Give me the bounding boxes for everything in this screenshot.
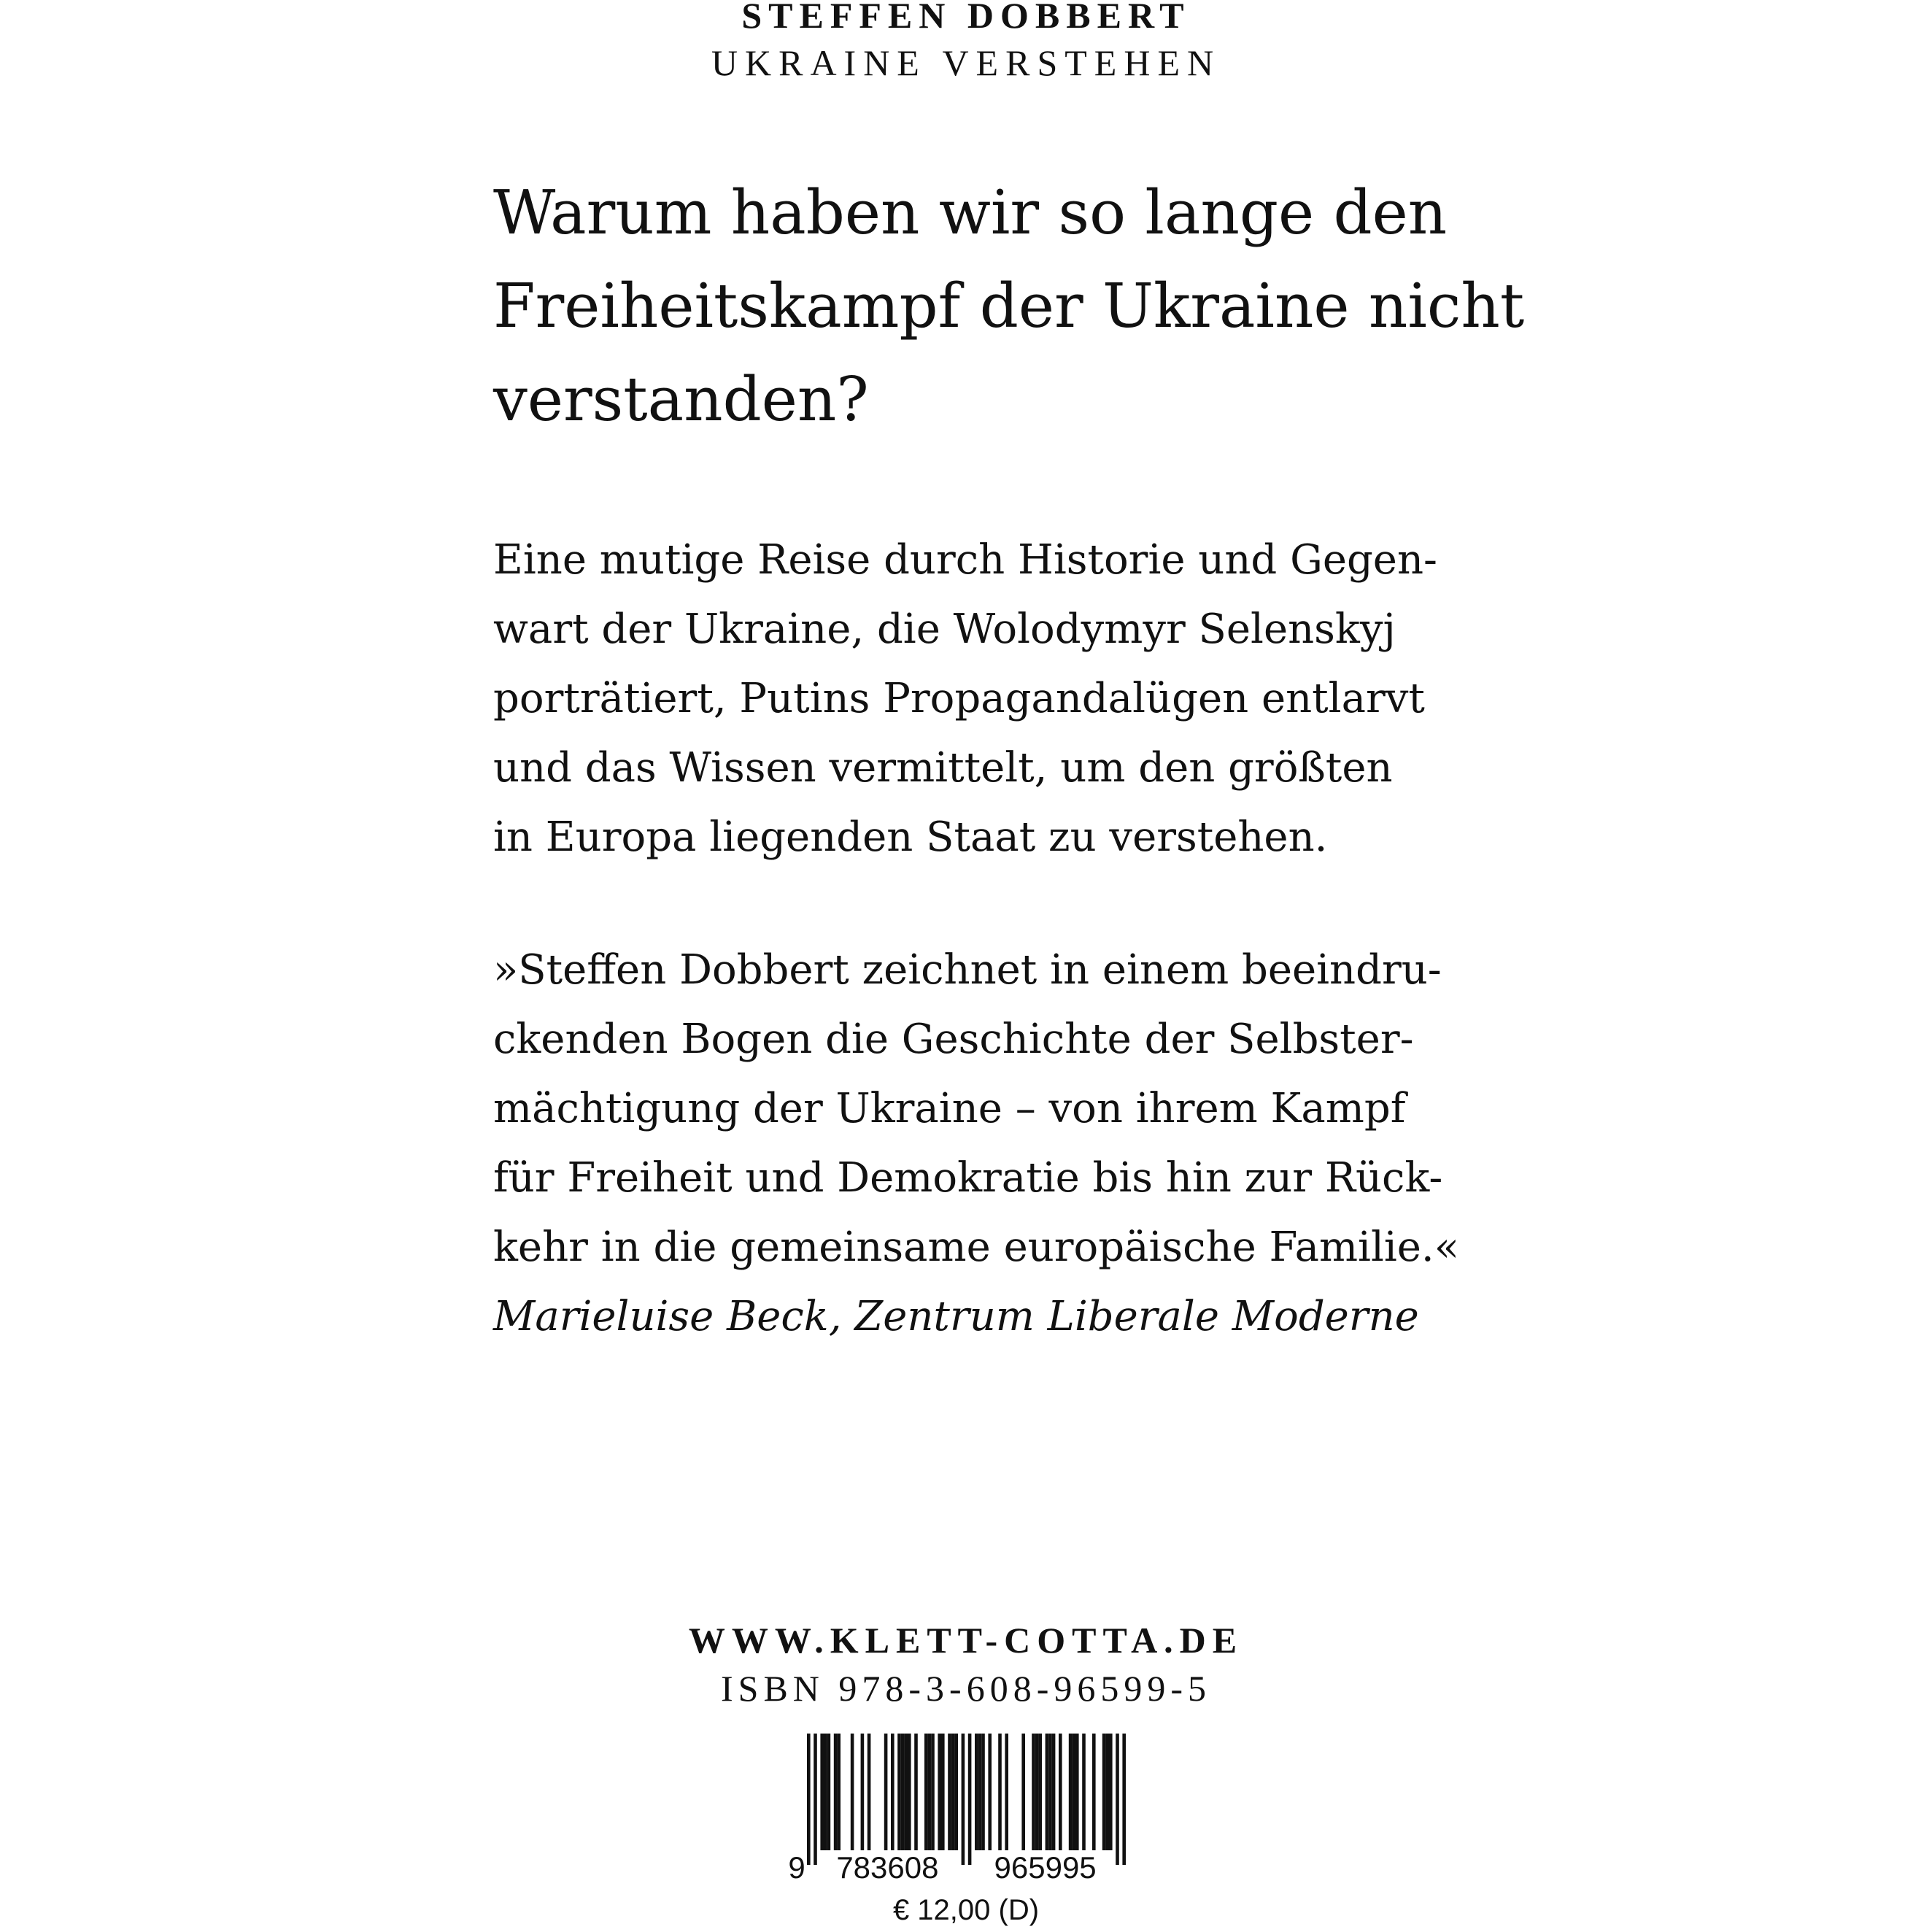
barcode-bar xyxy=(975,1734,978,1850)
blurb-line: porträtiert, Putins Propagandalügen entlarvt xyxy=(493,675,1425,722)
barcode-bar xyxy=(951,1734,955,1850)
barcode-bar xyxy=(968,1734,972,1865)
barcode-bar xyxy=(834,1734,838,1850)
blurb-line: in Europa liegenden Staat zu verstehen. xyxy=(493,814,1328,861)
barcode-bar xyxy=(1032,1734,1035,1850)
barcode-bar xyxy=(891,1734,894,1850)
barcode-bar xyxy=(814,1734,817,1865)
barcode-bar xyxy=(988,1734,992,1850)
barcode-bar xyxy=(981,1734,985,1850)
barcode-bar xyxy=(1105,1734,1109,1850)
blurb-line: und das Wissen vermittelt, um den größten xyxy=(493,744,1393,792)
barcode-bar xyxy=(901,1734,905,1850)
barcode-bar xyxy=(1059,1734,1062,1850)
barcode-bar xyxy=(1072,1734,1075,1850)
quote-attribution: Marieluise Beck, Zentrum Liberale Moderne xyxy=(493,1293,1419,1340)
barcode-bar xyxy=(851,1734,854,1850)
blurb-line: wart der Ukraine, die Wolodymyr Selenskyj xyxy=(493,606,1396,653)
barcode-bar xyxy=(908,1734,911,1850)
barcode-bar xyxy=(1069,1734,1073,1850)
headline-line: verstanden? xyxy=(493,364,869,435)
price-label: € 12,00 (D) xyxy=(892,1894,1040,1926)
barcode-bar xyxy=(1116,1734,1119,1865)
barcode-bar xyxy=(807,1734,811,1865)
barcode-bar xyxy=(884,1734,888,1850)
barcode-bar xyxy=(962,1734,965,1865)
barcode-bar xyxy=(998,1734,1002,1850)
quote-line: mächtigung der Ukraine – von ihrem Kampf xyxy=(493,1085,1406,1132)
barcode-bar xyxy=(1082,1734,1086,1850)
publisher-website: WWW.KLETT-COTTA.DE xyxy=(688,1620,1244,1661)
barcode-bar xyxy=(941,1734,945,1850)
barcode-bar xyxy=(1021,1734,1025,1850)
author-name: STEFFEN DOBBERT xyxy=(741,0,1191,36)
barcode-bar xyxy=(1122,1734,1126,1865)
barcode-bar xyxy=(1109,1734,1113,1850)
headline-line: Freiheitskampf der Ukraine nicht xyxy=(493,271,1525,341)
barcode-bar xyxy=(1048,1734,1052,1850)
barcode-bar xyxy=(1052,1734,1056,1850)
barcode-digits: 965995 xyxy=(994,1850,1097,1882)
quote-line: kehr in die gemeinsame europäische Familie.« xyxy=(493,1224,1459,1271)
barcode-bar xyxy=(931,1734,935,1850)
barcode-bar xyxy=(837,1734,841,1850)
headline xyxy=(493,166,1525,447)
barcode-bar xyxy=(928,1734,932,1850)
blurb-line: Eine mutige Reise durch Historie und Gegen- xyxy=(493,536,1437,584)
barcode-bar xyxy=(1046,1734,1049,1850)
barcode-bar xyxy=(868,1734,871,1850)
quote-line: ckenden Bogen die Geschichte der Selbster- xyxy=(493,1016,1414,1063)
barcode-bar xyxy=(1102,1734,1106,1850)
barcode-bar xyxy=(924,1734,928,1850)
review-quote xyxy=(493,935,1485,1351)
barcode-bar xyxy=(1075,1734,1079,1850)
barcode-digits: 9 xyxy=(788,1850,805,1882)
barcode-bar xyxy=(820,1734,824,1850)
book-title: UKRAINE VERSTEHEN xyxy=(711,42,1221,83)
barcode-bar xyxy=(904,1734,908,1850)
barcode-bar xyxy=(978,1734,982,1850)
barcode-bar xyxy=(861,1734,865,1850)
barcode-bar xyxy=(1092,1734,1096,1850)
quote-line: »Steffen Dobbert zeichnet in einem beeindru- xyxy=(493,946,1442,994)
barcode-bar xyxy=(914,1734,918,1850)
quote-line: für Freiheit und Demokratie bis hin zur Rück- xyxy=(493,1154,1443,1202)
barcode-bar xyxy=(897,1734,901,1850)
barcode-bar xyxy=(1035,1734,1039,1850)
barcode-bar xyxy=(954,1734,958,1850)
barcode-bar xyxy=(1005,1734,1008,1850)
blurb-paragraph xyxy=(493,525,1485,872)
barcode-digits: 783608 xyxy=(836,1850,939,1882)
headline-line: Warum haben wir so lange den xyxy=(493,177,1448,248)
barcode-bar xyxy=(827,1734,831,1850)
isbn-number: ISBN 978-3-608-96599-5 xyxy=(720,1668,1212,1709)
barcode-bar xyxy=(948,1734,951,1850)
barcode-bar xyxy=(824,1734,827,1850)
barcode-bar xyxy=(938,1734,941,1850)
barcode-bar xyxy=(1038,1734,1042,1850)
ean-barcode xyxy=(788,1729,1167,1882)
